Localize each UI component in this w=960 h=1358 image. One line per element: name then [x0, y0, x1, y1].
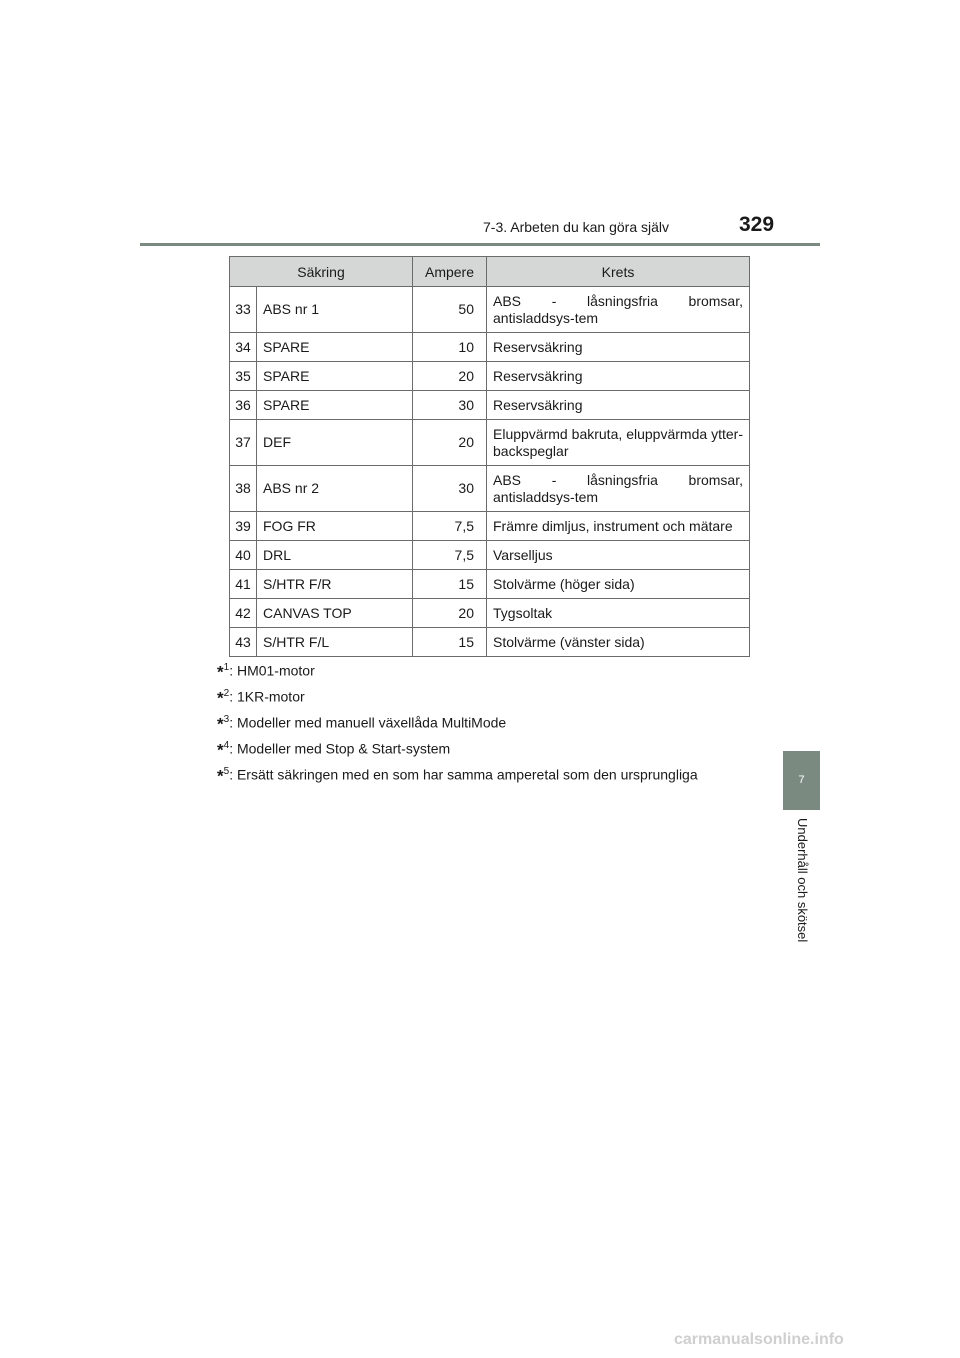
- footnote-text: : 1KR-motor: [229, 688, 305, 705]
- footnote-text: : Modeller med Stop & Start-system: [229, 740, 451, 757]
- fuse-name: S/HTR F/R: [257, 570, 413, 599]
- chapter-label: Underhåll och skötsel: [795, 818, 810, 943]
- chapter-tab: 7: [783, 751, 820, 810]
- footnote-marker: 2: [223, 688, 230, 699]
- table-row: [230, 362, 750, 391]
- footnote: [217, 681, 698, 707]
- fuse-number: 39: [230, 512, 257, 541]
- watermark: carmanualsonline.info: [674, 1331, 844, 1348]
- fuse-number: 40: [230, 541, 257, 570]
- fuse-name: FOG FR: [257, 512, 413, 541]
- fuse-circuit: Reservsäkring: [487, 333, 750, 362]
- asterisk-icon: *: [217, 714, 224, 734]
- fuse-number: 33: [230, 287, 257, 333]
- table-row: [230, 599, 750, 628]
- table-row: [230, 541, 750, 570]
- fuse-name: DRL: [257, 541, 413, 570]
- table-row: [230, 570, 750, 599]
- footnote-marker: 3: [223, 714, 230, 725]
- fuse-circuit: Stolvärme (höger sida): [487, 570, 750, 599]
- header-divider: [140, 243, 820, 246]
- table-row: [230, 512, 750, 541]
- table-row: [230, 628, 750, 657]
- fuse-number: 34: [230, 333, 257, 362]
- asterisk-icon: *: [217, 688, 224, 708]
- footnote-marker: 5: [223, 766, 230, 777]
- fuse-ampere: 15: [413, 570, 487, 599]
- fuse-circuit: ABS - låsningsfria bromsar, antisladdsys-tem: [487, 287, 750, 333]
- column-header-sakring: Säkring: [230, 257, 413, 287]
- fuse-circuit: Främre dimljus, instrument och mätare: [487, 512, 750, 541]
- table-row: [230, 391, 750, 420]
- fuse-table: [229, 256, 750, 657]
- fuse-ampere: 30: [413, 391, 487, 420]
- fuse-number: 37: [230, 420, 257, 466]
- fuse-name: ABS nr 1: [257, 287, 413, 333]
- page-number: 329: [739, 213, 775, 236]
- fuse-ampere: 7,5: [413, 541, 487, 570]
- fuse-number: 43: [230, 628, 257, 657]
- footnote-marker: 1: [223, 662, 230, 673]
- fuse-number: 42: [230, 599, 257, 628]
- fuse-ampere: 20: [413, 362, 487, 391]
- asterisk-icon: *: [217, 766, 224, 786]
- fuse-name: CANVAS TOP: [257, 599, 413, 628]
- fuse-circuit: Stolvärme (vänster sida): [487, 628, 750, 657]
- fuse-ampere: 7,5: [413, 512, 487, 541]
- table-row: [230, 287, 750, 333]
- footnote-text: : Modeller med manuell växellåda MultiMode: [229, 714, 507, 731]
- table-row: [230, 333, 750, 362]
- fuse-circuit: Reservsäkring: [487, 362, 750, 391]
- footnote: [217, 655, 698, 681]
- footnote-text: : Ersätt säkringen med en som har samma amperetal som den ursprungliga: [229, 766, 698, 783]
- asterisk-icon: *: [217, 662, 224, 682]
- fuse-name: SPARE: [257, 391, 413, 420]
- fuse-circuit: ABS - låsningsfria bromsar, antisladdsys-tem: [487, 466, 750, 512]
- fuse-name: S/HTR F/L: [257, 628, 413, 657]
- fuse-number: 35: [230, 362, 257, 391]
- footnote: [217, 759, 698, 785]
- footnote-marker: 4: [223, 740, 230, 751]
- table-row: [230, 466, 750, 512]
- fuse-number: 38: [230, 466, 257, 512]
- column-header-ampere: Ampere: [413, 257, 487, 287]
- fuse-name: DEF: [257, 420, 413, 466]
- fuse-ampere: 10: [413, 333, 487, 362]
- fuse-number: 41: [230, 570, 257, 599]
- table-header-row: [230, 257, 750, 287]
- fuse-name: SPARE: [257, 362, 413, 391]
- fuse-circuit: Reservsäkring: [487, 391, 750, 420]
- footnote-text: : HM01-motor: [229, 662, 315, 679]
- column-header-krets: Krets: [487, 257, 750, 287]
- footnote: [217, 707, 698, 733]
- fuse-circuit: Tygsoltak: [487, 599, 750, 628]
- fuse-circuit: Eluppvärmd bakruta, eluppvärmda ytter-backspeglar: [487, 420, 750, 466]
- fuse-ampere: 30: [413, 466, 487, 512]
- asterisk-icon: *: [217, 740, 224, 760]
- footnotes: [217, 655, 698, 785]
- fuse-ampere: 20: [413, 599, 487, 628]
- footnote: [217, 733, 698, 759]
- fuse-ampere: 50: [413, 287, 487, 333]
- fuse-ampere: 15: [413, 628, 487, 657]
- table-row: [230, 420, 750, 466]
- fuse-ampere: 20: [413, 420, 487, 466]
- fuse-name: SPARE: [257, 333, 413, 362]
- fuse-circuit: Varselljus: [487, 541, 750, 570]
- fuse-number: 36: [230, 391, 257, 420]
- fuse-name: ABS nr 2: [257, 466, 413, 512]
- section-title: 7-3. Arbeten du kan göra själv: [483, 219, 670, 235]
